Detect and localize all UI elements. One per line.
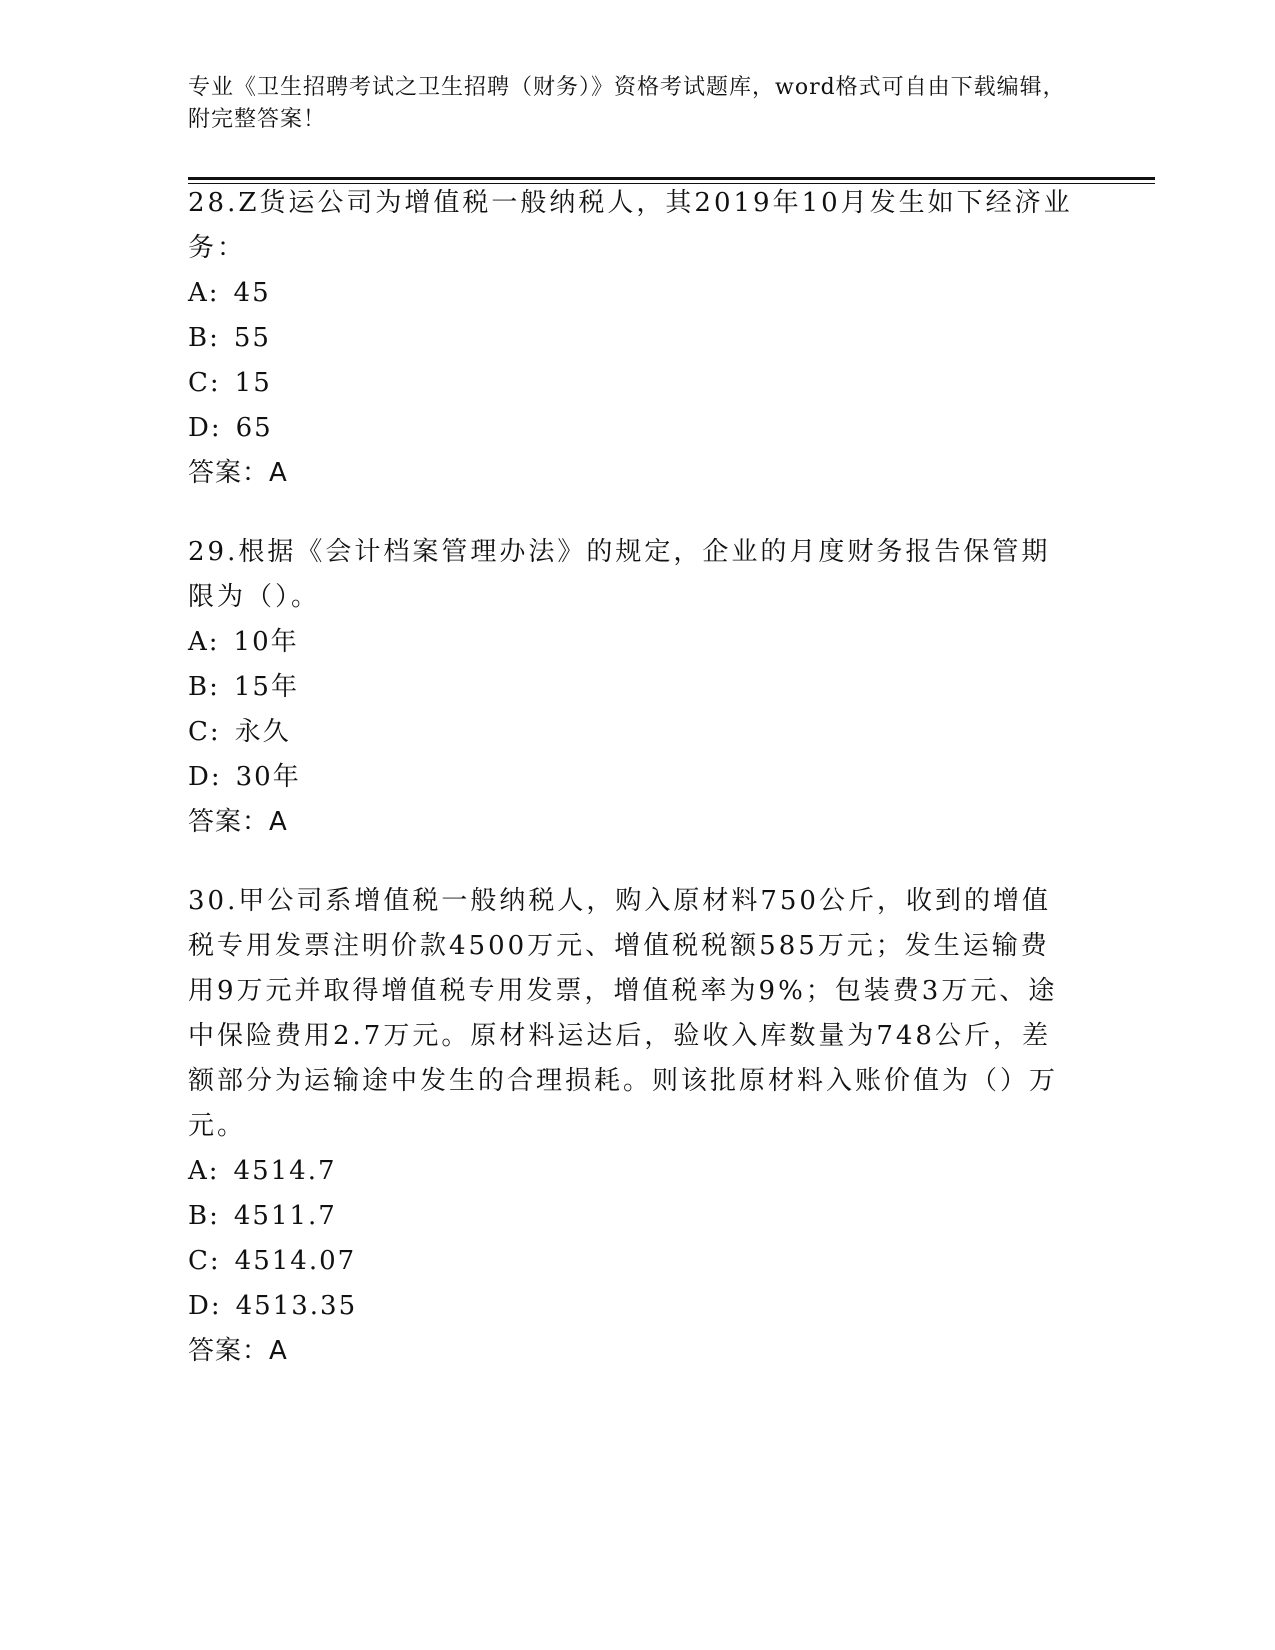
option-text: 15 (234, 368, 272, 398)
option-text: 30年 (235, 762, 301, 792)
question-stem: 29.根据《会计档案管理办法》的规定，企业的月度财务报告保管期限为（）。 (188, 537, 1051, 612)
option-a (188, 271, 1078, 316)
option-text: 4511.7 (233, 1201, 337, 1231)
question-stem: 28.Z货运公司为增值税一般纳税人，其2019年10月发生如下经济业务： (188, 188, 1073, 263)
question-stem: 30.甲公司系增值税一般纳税人，购入原材料750公斤，收到的增值税专用发票注明价款4500万元、增值税税额585万元；发生运输费用9万元并取得增值税专用发票，增值税率为9%；包装费3万元、途中保险费用2.7万元。原材料运达后，验收入库数量为748公斤，差额部分为运输途中发生的合理损耗。则该批原材料入账价值为（）万元。 (188, 886, 1059, 1141)
option-letter: D (188, 762, 211, 792)
question-29 (188, 530, 1078, 845)
option-d (188, 406, 1078, 451)
option-letter: A (188, 627, 209, 657)
option-text: 4514.7 (233, 1156, 337, 1186)
option-b (188, 1194, 1078, 1239)
option-b (188, 665, 1078, 710)
answer-label: 答案： (188, 1336, 270, 1366)
answer-line (188, 800, 1078, 845)
option-c (188, 1239, 1078, 1284)
option-separator: : (210, 413, 222, 443)
option-text: 10年 (233, 627, 299, 657)
option-separator: : (208, 627, 220, 657)
option-text: 4514.07 (234, 1246, 357, 1276)
option-separator: : (209, 672, 220, 702)
question-28 (188, 181, 1078, 496)
option-letter: B (188, 672, 210, 702)
answer-line (188, 451, 1078, 496)
option-separator: : (209, 1246, 221, 1276)
option-separator: : (209, 717, 221, 747)
answer-value: A (269, 807, 288, 837)
option-text: 55 (233, 323, 271, 353)
option-separator: : (208, 278, 220, 308)
option-c (188, 361, 1078, 406)
option-separator: : (210, 1291, 222, 1321)
option-letter: C (188, 368, 210, 398)
option-a (188, 1149, 1078, 1194)
option-text: 4513.35 (235, 1291, 358, 1321)
option-letter: C (188, 717, 210, 747)
header-divider-thick (188, 177, 1155, 180)
option-letter: B (188, 323, 210, 353)
answer-label: 答案： (188, 807, 270, 837)
option-letter: A (188, 1156, 209, 1186)
option-b (188, 316, 1078, 361)
option-letter: B (188, 1201, 210, 1231)
option-d (188, 755, 1078, 800)
option-letter: D (188, 413, 211, 443)
page-header: 专业《卫生招聘考试之卫生招聘（财务）》资格考试题库，word格式可自由下载编辑，附完整答案！ (188, 75, 1066, 132)
option-d (188, 1284, 1078, 1329)
option-text: 15年 (233, 672, 299, 702)
option-text: 65 (235, 413, 273, 443)
answer-line (188, 1329, 1078, 1374)
option-separator: : (209, 1201, 220, 1231)
option-separator: : (208, 1156, 220, 1186)
answer-value: A (269, 1336, 288, 1366)
option-text: 45 (233, 278, 271, 308)
option-letter: D (188, 1291, 211, 1321)
answer-value: A (269, 458, 288, 488)
option-separator: : (210, 762, 222, 792)
answer-label: 答案： (188, 458, 270, 488)
option-c (188, 710, 1078, 755)
option-a (188, 620, 1078, 665)
option-letter: C (188, 1246, 210, 1276)
option-separator: : (209, 368, 221, 398)
option-separator: : (209, 323, 220, 353)
option-text: 永久 (234, 717, 291, 747)
option-letter: A (188, 278, 209, 308)
question-30 (188, 879, 1078, 1374)
